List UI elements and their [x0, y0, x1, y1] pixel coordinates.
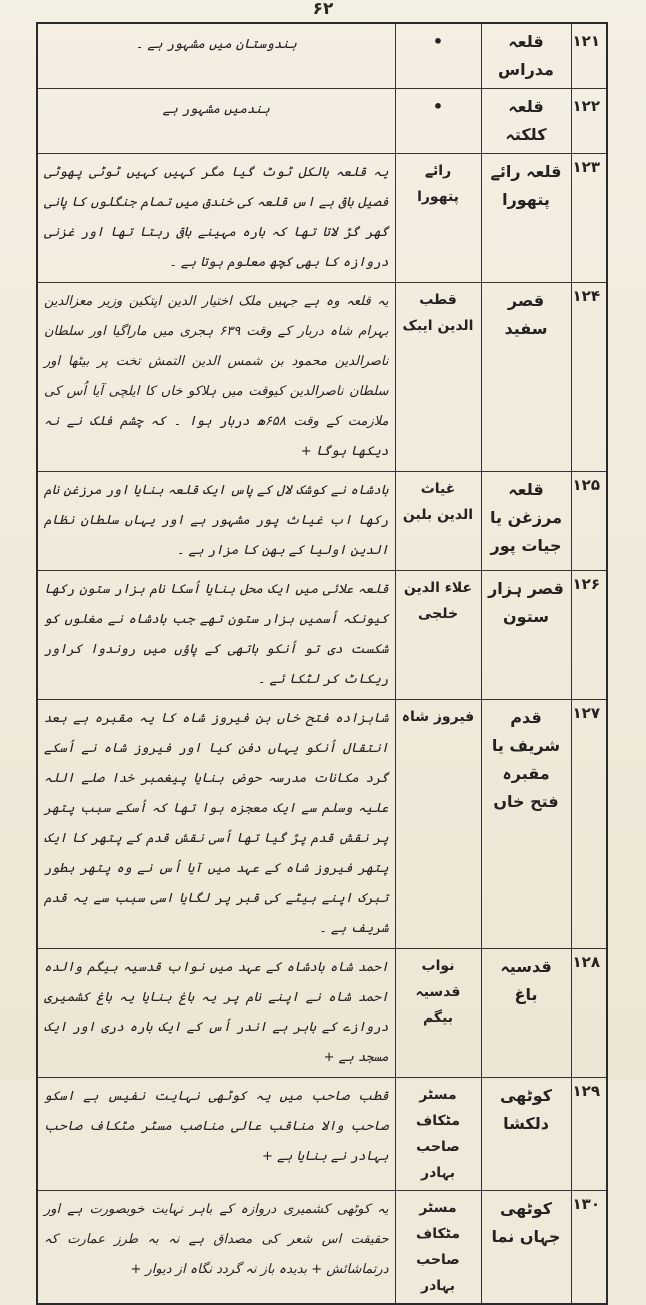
entry-description: یہ قلعہ بالکل ٹوٹ گیا مگر کہیں کہیں ٹوٹی پھوٹی فصیل باقی ہے اس قلعہ کی خندق میں تمام جنگلوں کا پانی گھر گڑ لاتا تھا کہ بارہ مہینے باقی رہتا تھا اور غزنی دروازہ کا بھی کچھ معلوم ہوتا ہے ۔: [37, 154, 395, 283]
entry-description: قطب صاحب میں یہ کوٹھی نہایت نفیس ہے اسکو صاحب والا مناقب عالی مناصب مسٹر مٹکاف صاحب بہادر نے بنایا ہے +: [37, 1078, 395, 1191]
entry-builder: مسٹر مٹکاف صاحب بہادر: [395, 1078, 481, 1191]
table-row: [37, 700, 607, 949]
entry-number: ۱۲۳: [571, 154, 607, 283]
monuments-table: [36, 22, 608, 1305]
entry-description: شاہزادہ فتح خاں بن فیروز شاہ کا یہ مقبرہ ہے بعد انتقال اُنکو یہاں دفن کیا اور فیروز شاہ نے اُسکے گرد مکانات مدرسہ حوض بنایا پیغمبر خدا صلے اللہ علیہ وسلم سے ایک معجزہ ہوا تھا کہ اُسکے سبب پتھر پر نقش قدم پڑ گیا تھا اُسی نقش قدم کے پتھر کا ایک پتھر فیروز شاہ کے عہد میں آیا اُس نے وہ پتھر بطور تبرک اپنے بیٹے کی قبر پر لگایا اسی سبب سے یہ قدم شریف ہے ۔: [37, 700, 395, 949]
entry-description: قلعہ علائی میں ایک محل بنایا اُسکا نام ہزار ستون رکھا کیونکہ اُسمیں ہزار ستون تھے جب بادشاہ نے مغلوں کو شکست دی تو اُنکو ہاتھی کے پاؤں میں روندوا کراور ریکاٹ کر لٹکا ئے ۔: [37, 571, 395, 700]
entry-number: ۱۲۶: [571, 571, 607, 700]
entry-name: کوٹھی جہاں نما: [481, 1191, 571, 1305]
entry-number: ۱۲۸: [571, 949, 607, 1078]
entry-number: ۱۲۴: [571, 283, 607, 472]
entry-builder: علاء الدین خلجی: [395, 571, 481, 700]
table-row: [37, 571, 607, 700]
entry-name: قصر ہزار ستون: [481, 571, 571, 700]
entry-name: قدسیہ باغ: [481, 949, 571, 1078]
page-number: ۶۲: [312, 0, 334, 19]
entry-description: یہ قلعہ وہ ہے جہیں ملک اختیار الدین اپتکین وزیر معزالدین بہرام شاہ دربار کے وقت ۶۳۹ ہجری میں ماراگیا اور سلطان ناصرالدین محمود بن شمس الدین التمش تخت پر بیٹھا اور سلطان ناصرالدین کیوقت میں ہلاکو خاں کا ایلچی آیا اُس کی ملازمت کے وقت ۶۵۸ھ دربار ہوا ۔ کہ چشم فلک نے نہ دیکھا ہوگا +: [37, 283, 395, 472]
entry-number: ۱۲۷: [571, 700, 607, 949]
entry-name: قصر سفید: [481, 283, 571, 472]
table-row: [37, 472, 607, 571]
table-row: [37, 949, 607, 1078]
entry-builder-mark: •: [395, 23, 481, 89]
entry-name: قلعہ رائے پتھورا: [481, 154, 571, 283]
entry-builder-mark: •: [395, 89, 481, 154]
entry-number: ۱۲۵: [571, 472, 607, 571]
entry-name: قدم شریف یا مقبرہ فتح خاں: [481, 700, 571, 949]
entry-builder: فیروز شاہ: [395, 700, 481, 949]
entry-description: یہ کوٹھی کشمیری دروازہ کے باہر نہایت خوبصورت ہے اور حقیقت اس شعر کی مصداق ہے نہ بہ طرز عمارت کہ درتماشائش + بدیدہ باز نہ گردد نگاہ از دیوار +: [37, 1191, 395, 1305]
table-row: [37, 1078, 607, 1191]
entry-builder: قطب الدین ایبک: [395, 283, 481, 472]
entry-name: قلعہ کلکتہ: [481, 89, 571, 154]
table-row: [37, 1191, 607, 1305]
entry-name: قلعہ مرزغن یا جیات پور: [481, 472, 571, 571]
entry-name: قلعہ مدراس: [481, 23, 571, 89]
table-row: [37, 154, 607, 283]
entry-number: ۱۲۲: [571, 89, 607, 154]
entry-number: ۱۲۹: [571, 1078, 607, 1191]
entry-builder: نواب قدسیہ بیگم: [395, 949, 481, 1078]
entry-builder: رائے پتھورا: [395, 154, 481, 283]
table-row: [37, 89, 607, 154]
entry-builder: مسٹر مٹکاف صاحب بہادر: [395, 1191, 481, 1305]
entry-number: ۱۲۱: [571, 23, 607, 89]
entry-description: بادشاہ نے کوشک لال کے پاس ایک قلعہ بنایا اور مرزغن نام رکھا اب غیاث پور مشہور ہے اور یہاں سلطان نظام الدین اولیا کے بھن کا مزار ہے ۔: [37, 472, 395, 571]
table-row: [37, 23, 607, 89]
entry-description: ہندمیں مشہور ہے: [37, 89, 395, 154]
table-row: [37, 283, 607, 472]
entry-description: ہندوستان میں مشہور ہے ۔: [37, 23, 395, 89]
entry-number: ۱۳۰: [571, 1191, 607, 1305]
entry-description: احمد شاہ بادشاہ کے عہد میں نواب قدسیہ بیگم والدہ احمد شاہ نے اپنے نام پر یہ باغ بنایا یہ باغ کشمیری دروازے کے باہر ہے اندر اُس کے ایک بارہ دری اور ایک مسجد ہے +: [37, 949, 395, 1078]
entry-name: کوٹھی دلکشا: [481, 1078, 571, 1191]
entry-builder: غیاث الدین بلبن: [395, 472, 481, 571]
